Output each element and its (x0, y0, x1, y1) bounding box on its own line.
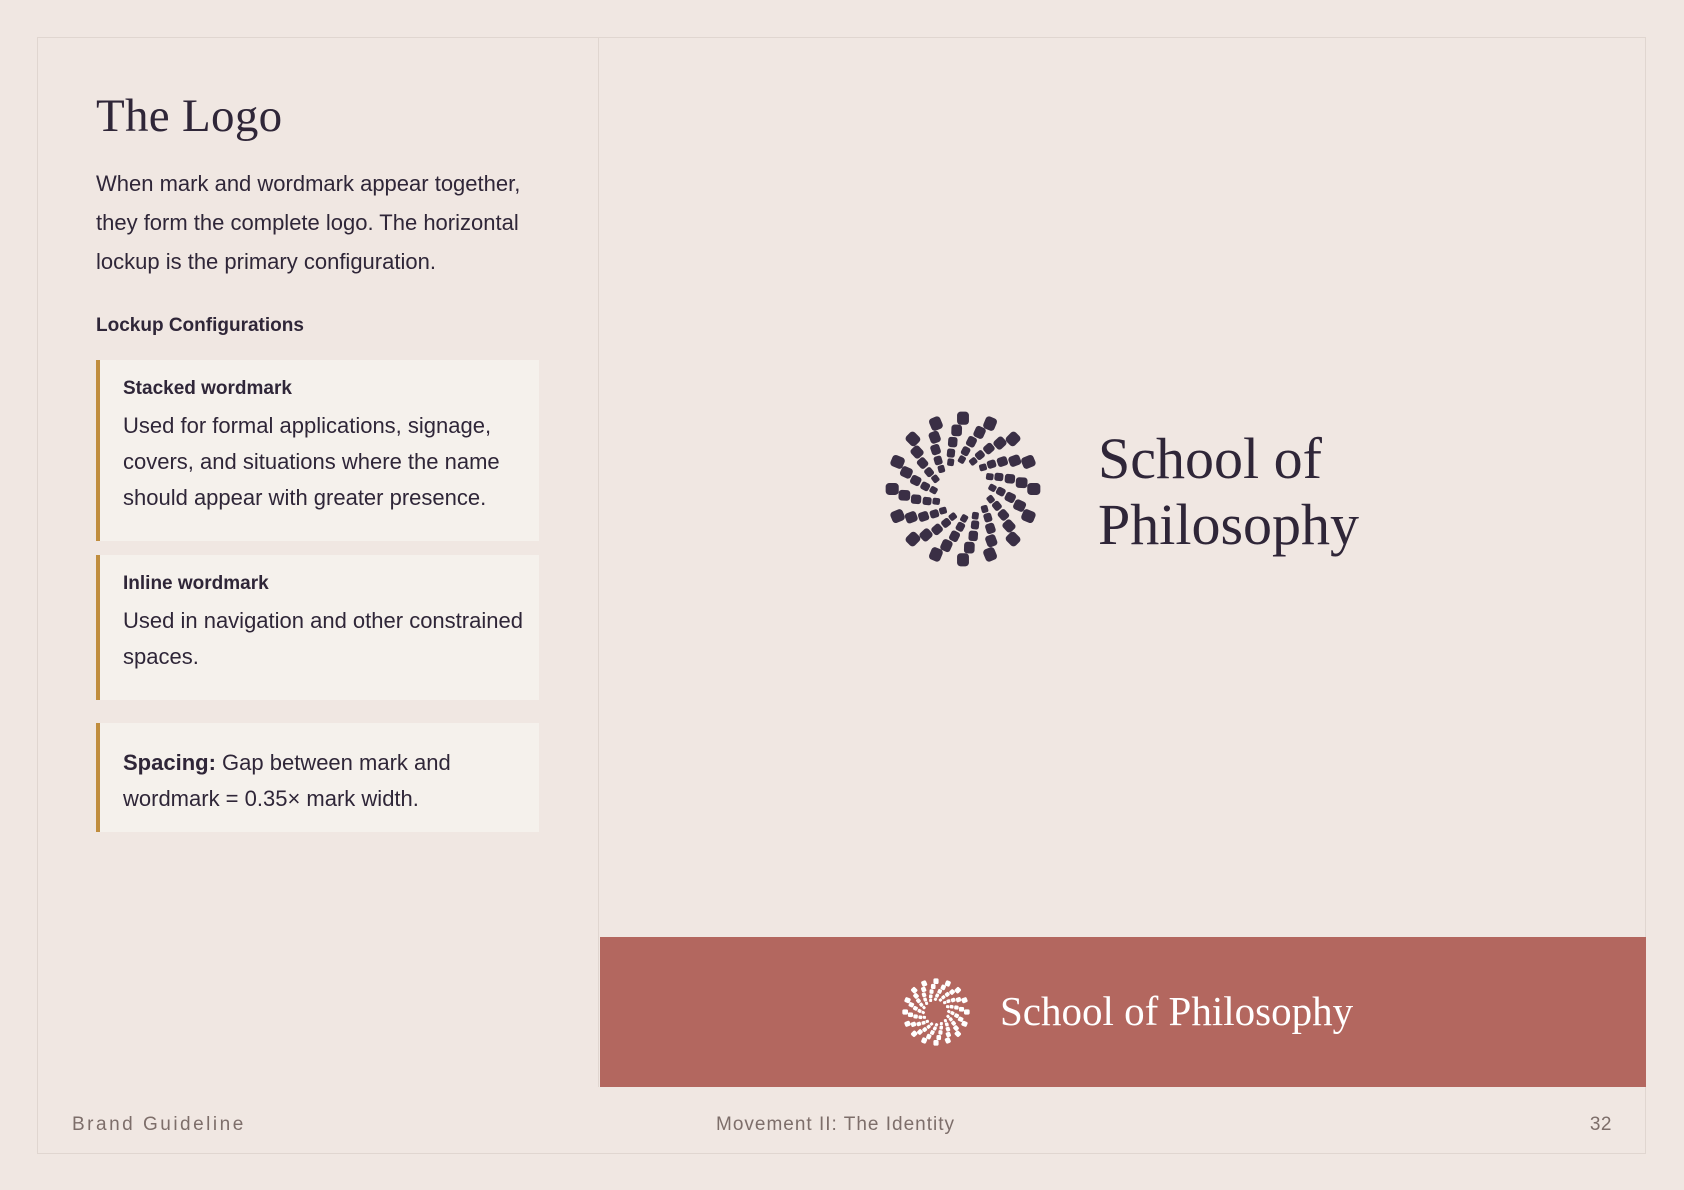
card-inline-wordmark (96, 555, 539, 700)
rosette-petal (957, 553, 969, 566)
rosette-petal (938, 1030, 942, 1035)
rosette-petal (886, 483, 899, 495)
rosette-petal (945, 1031, 951, 1037)
rosette-petal (925, 1020, 929, 1024)
rosette-petal (954, 986, 962, 994)
rosette-petal (957, 412, 969, 425)
rosette-petal (929, 989, 933, 994)
rosette-petal (996, 455, 1009, 467)
rosette-petal (923, 1016, 927, 1019)
rosette-petal (995, 486, 1007, 497)
rosette-petal (904, 1020, 911, 1027)
rosette-petal (959, 513, 969, 523)
rosette-petal (932, 1026, 937, 1031)
rosette-petal (971, 512, 979, 520)
rosette-petal (947, 458, 955, 466)
rosette-petal (929, 443, 941, 456)
wordmark-line-1: School of (1098, 426, 1322, 491)
rosette-petal (918, 1015, 922, 1019)
spacing-label: Spacing: (123, 750, 216, 775)
rosette-petal (979, 463, 988, 471)
rosette-petal (954, 1030, 962, 1038)
rosette-petal (936, 1035, 941, 1040)
rosette-petal (955, 521, 966, 533)
rosette-mark-icon (899, 975, 973, 1049)
rosette-petal (947, 1009, 951, 1013)
rosette-petal (946, 999, 951, 1003)
rosette-petal (908, 1012, 913, 1017)
wordmark-stacked (1098, 426, 1359, 558)
page-title: The Logo (96, 90, 283, 142)
rosette-petal (932, 497, 940, 505)
rosette-petal (983, 512, 993, 523)
rosette-petal (961, 997, 968, 1004)
rosette-petal (925, 1001, 929, 1005)
rosette-petal (931, 984, 936, 989)
rosette-petal (971, 520, 980, 530)
rosette-petal (944, 1037, 951, 1044)
rosette-petal (986, 473, 994, 481)
rosette-petal (921, 980, 928, 987)
rosette-petal (921, 992, 926, 998)
rosette-petal (1016, 477, 1028, 488)
rosette-petal (954, 1005, 959, 1009)
left-panel (37, 37, 599, 1087)
rosette-petal (957, 455, 967, 465)
footer-brand-label: Brand Guideline (72, 1114, 246, 1135)
rosette-petal (944, 1019, 948, 1023)
rosette-petal (910, 1021, 916, 1027)
section-label: Lockup Configurations (96, 315, 304, 336)
rosette-petal (950, 1005, 954, 1009)
rosette-petal (1004, 530, 1022, 548)
rosette-petal (982, 546, 998, 563)
rosette-petal (904, 430, 922, 448)
rosette-petal (994, 473, 1004, 482)
rosette-petal (951, 424, 962, 436)
rosette-petal (1004, 430, 1022, 448)
rosette-petal (910, 1030, 918, 1038)
rosette-mark-icon (878, 404, 1048, 574)
rosette-petal (921, 1021, 926, 1025)
wordmark-line-2: Philosophy (1098, 492, 1360, 557)
rosette-petal (938, 506, 947, 514)
rosette-petal (922, 497, 932, 506)
rosette-petal (933, 455, 943, 466)
rosette-petal (964, 1009, 970, 1014)
card-title: Stacked wordmark (123, 378, 292, 399)
rosette-petal (933, 978, 938, 984)
rosette-petal (955, 997, 961, 1003)
rosette-petal (904, 510, 919, 524)
rosette-petal (948, 437, 958, 448)
rosette-petal (987, 483, 997, 493)
rosette-petal (959, 1007, 964, 1012)
rosette-petal (950, 997, 956, 1002)
rosette-petal (889, 508, 906, 524)
rosette-petal (945, 1026, 950, 1032)
rosette-petal (986, 459, 997, 469)
rosette-petal (964, 542, 975, 554)
rosette-petal (939, 1026, 943, 1030)
rosette-petal (910, 986, 918, 994)
rosette-petal (928, 415, 944, 432)
rosette-petal (929, 999, 932, 1003)
rosette-petal (929, 509, 940, 519)
card-spacing-note (96, 723, 539, 832)
rosette-petal (928, 430, 942, 445)
rosette-petal (917, 510, 930, 522)
rosette-petal (921, 986, 927, 992)
rosette-petal (960, 445, 971, 457)
wordmark-inline: School of Philosophy (1000, 988, 1354, 1034)
rosette-petal (984, 522, 996, 535)
rosette-petal (933, 997, 937, 1001)
rosette-petal (1020, 454, 1037, 470)
rosette-petal (929, 485, 939, 495)
rosette-petal (980, 505, 988, 514)
spacing-note (123, 745, 523, 817)
rosette-petal (902, 1009, 908, 1014)
card-stacked-wordmark (96, 360, 539, 541)
rosette-petal (923, 997, 927, 1002)
card-title: Inline wordmark (123, 573, 269, 594)
card-description: Used in navigation and other constrained spaces. (123, 608, 523, 669)
rosette-petal (945, 1022, 949, 1027)
rosette-petal (917, 1008, 922, 1013)
rosette-petal (921, 1010, 925, 1014)
rosette-petal (916, 1021, 922, 1026)
rosette-petal (898, 490, 910, 501)
logo-lockup-inline-banner (600, 937, 1646, 1087)
rosette-petal (943, 1001, 947, 1005)
rosette-petal (935, 993, 940, 998)
rosette-petal (919, 481, 931, 492)
rosette-petal (940, 1022, 943, 1026)
rosette-petal (934, 1023, 938, 1027)
rosette-petal (984, 533, 998, 548)
intro-paragraph: When mark and wordmark appear together, they form the complete logo. The horizontal lockup is the primary configuration. (96, 171, 521, 274)
card-description: Used for formal applications, signage, covers, and situations where the name should appear with greater presence. (123, 413, 500, 510)
rosette-petal (911, 494, 922, 504)
footer-section-label: Movement II: The Identity (716, 1114, 956, 1135)
rosette-petal (933, 1040, 938, 1046)
logo-lockup-stacked (878, 404, 1398, 574)
spacing-text: Gap between mark and wordmark = 0.35× mark width. (123, 750, 451, 811)
rosette-petal (950, 1011, 955, 1016)
rosette-petal (1027, 483, 1040, 495)
rosette-petal (1007, 454, 1022, 468)
rosette-petal (1004, 474, 1015, 484)
rosette-petal (947, 448, 956, 458)
rosette-petal (929, 994, 933, 998)
rosette-petal (968, 530, 978, 541)
rosette-petal (937, 464, 945, 473)
rosette-petal (946, 1005, 950, 1008)
page-number: 32 (1589, 1114, 1612, 1135)
rosette-petal (904, 530, 922, 548)
rosette-petal (913, 1014, 918, 1018)
